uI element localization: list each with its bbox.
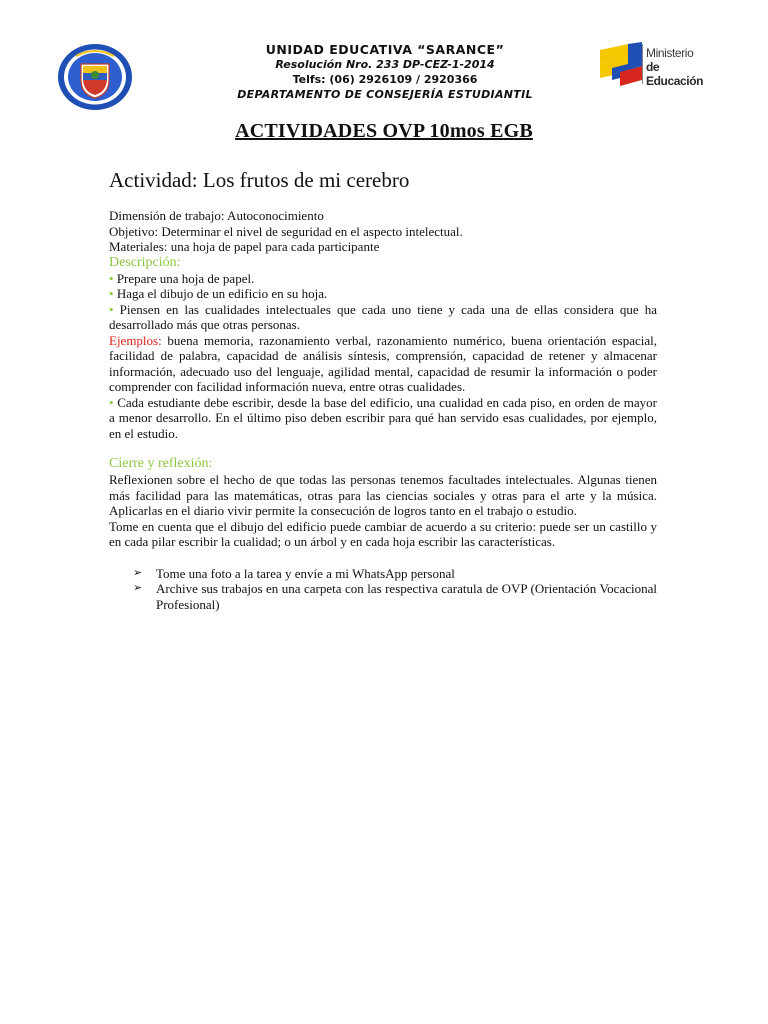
ministry-logo xyxy=(598,40,718,90)
arrow-bullet-icon: ➢ xyxy=(133,582,143,594)
ecuador-flag-icon xyxy=(598,42,642,88)
step-item xyxy=(109,302,657,333)
document-body xyxy=(109,166,657,612)
closing-heading: Cierre y reflexión: xyxy=(109,456,213,471)
step-text: Cada estudiante debe escribir, desde la base del edificio, una cualidad en cada piso, en orden de mayor a menor desarrollo. En el último piso deben escribir para qué han servido esas cualidades, por ejemplo, en el estudio. xyxy=(109,394,657,441)
school-name: UNIDAD EDUCATIVA “SARANCE” xyxy=(265,42,505,57)
step-text: Piensen en las cualidades intelectuales que cada uno tiene y cada una de ellas considera que ha desarrollado más que otras personas. xyxy=(109,301,658,332)
work-dimension: Dimensión de trabajo: Autoconocimiento xyxy=(109,208,324,223)
arrow-bullet-icon: ➢ xyxy=(133,566,143,579)
step-item xyxy=(109,271,657,287)
department-name: DEPARTAMENTO DE CONSEJERÍA ESTUDIANTIL xyxy=(237,88,533,101)
closing-paragraph: Tome en cuenta que el dibujo del edificio puede cambiar de acuerdo a su criterio: puede ser un castillo y en cada pilar escribir la cualidad; o un árbol y en cada hoja escribir las características. xyxy=(109,518,657,549)
ministry-line-2: de Educación xyxy=(646,60,704,88)
spacer xyxy=(109,441,657,456)
list-item xyxy=(109,566,657,582)
bullet-icon: • xyxy=(109,286,114,301)
resolution-number: Resolución Nro. 233 DP-CEZ-1-2014 xyxy=(275,58,495,71)
closing-paragraph: Reflexionen sobre el hecho de que todas las personas tenemos facultades intelectuales. Algunas tienen más facilidad para las matemáticas, otras para las ciencias sociales y otras para el arte y la música. Aplicarlas en el diario vivir permite la consecución de logros tanto en el trabajo o estudio. xyxy=(109,472,657,518)
list-item xyxy=(109,581,657,612)
school-header xyxy=(180,42,590,102)
examples-label: Ejemplos: xyxy=(109,332,162,348)
examples-text: buena memoria, razonamiento verbal, razonamiento numérico, buena orientación espacial, facilidad de palabra, capacidad de análisis síntesis, comprensión, capacidad de retener y almacenar información, adecuado uso del lenguaje, agilidad mental, capacidad de resumir la información o poder comprender con facilidad información nueva, entre otras cualidades. xyxy=(109,332,657,394)
objective: Objetivo: Determinar el nivel de seguridad en el aspecto intelectual. xyxy=(109,223,463,239)
bullet-icon: • xyxy=(109,270,114,286)
step-item xyxy=(109,286,657,302)
description-heading: Descripción: xyxy=(109,254,181,270)
logo-divider xyxy=(642,44,643,84)
step-text: Haga el dibujo de un edificio en su hoja. xyxy=(116,286,328,301)
instructions-list xyxy=(109,566,657,613)
step-text: Prepare una hoja de papel. xyxy=(116,270,255,286)
document-title: ACTIVIDADES OVP 10mos EGB xyxy=(235,120,533,142)
phone-numbers: Telfs: (06) 2926109 / 2920366 xyxy=(292,73,478,86)
ministry-line-1: Ministerio xyxy=(646,46,694,60)
examples-paragraph xyxy=(109,333,657,395)
instruction-text: Tome una foto a la tarea y envíe a mi WhatsApp personal xyxy=(156,565,455,581)
instruction-text: Archive sus trabajos en una carpeta con las respectiva caratula de OVP (Orientación Vocacional Profesional) xyxy=(156,581,657,612)
materials: Materiales: una hoja de papel para cada participante xyxy=(109,239,380,254)
step-item xyxy=(109,395,657,442)
school-crest-icon xyxy=(56,42,134,112)
ministry-name xyxy=(646,46,718,88)
activity-title: Actividad: Los frutos de mi cerebro xyxy=(109,168,410,192)
bullet-icon: • xyxy=(109,394,114,410)
bullet-icon: • xyxy=(109,301,114,317)
